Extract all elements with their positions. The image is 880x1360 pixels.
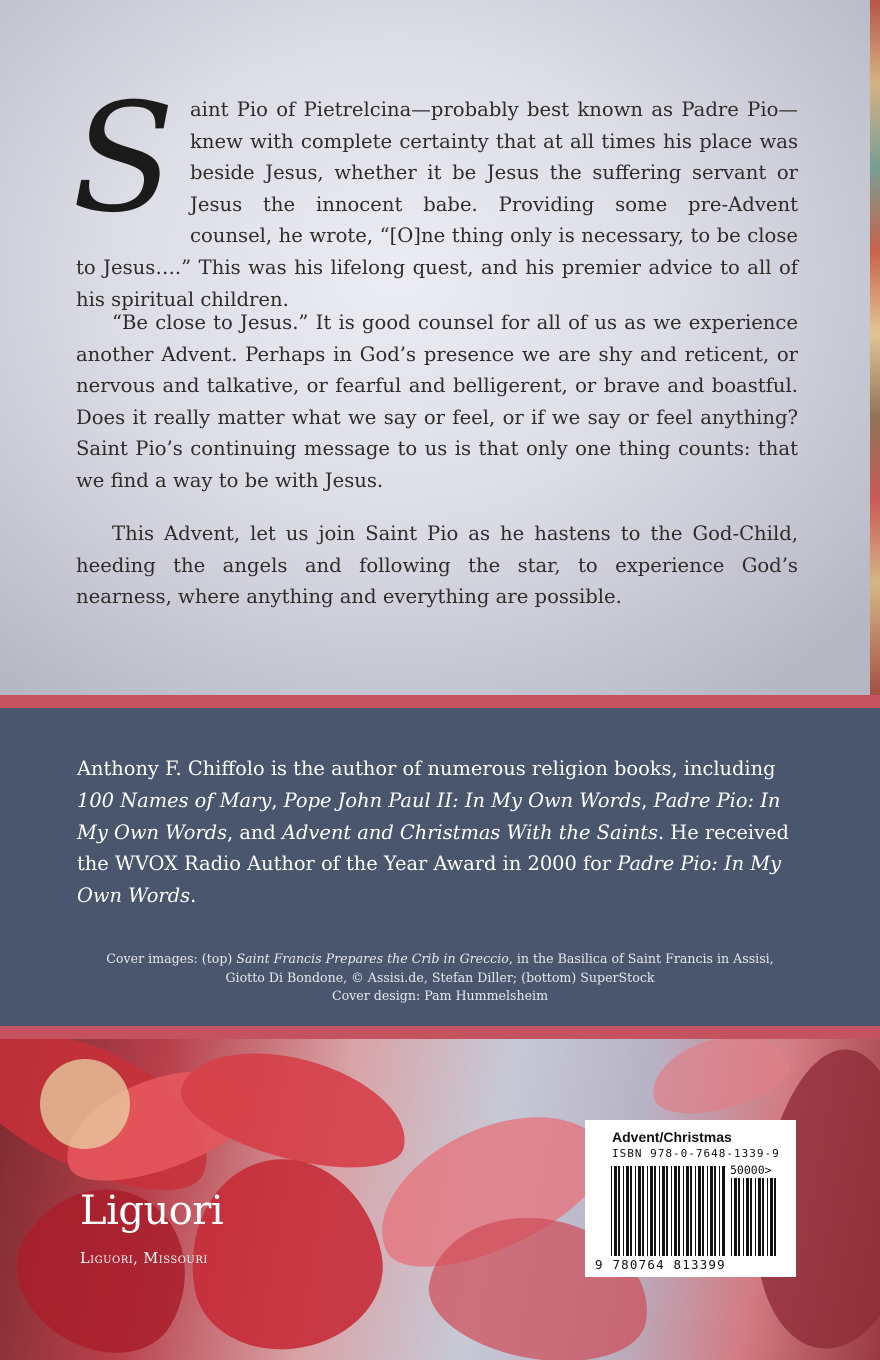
barcode-bar [714, 1166, 716, 1256]
credits-prefix: Cover images: (top) [106, 951, 237, 966]
accent-divider-bottom [0, 1026, 880, 1039]
barcode-bar [695, 1166, 696, 1256]
barcode-bar [758, 1178, 761, 1256]
barcode-bar [686, 1166, 689, 1256]
barcode-bar [647, 1166, 648, 1256]
barcode-bar [683, 1166, 684, 1256]
barcode-bar [762, 1178, 764, 1256]
publisher-location: Liguori, Missouri [80, 1251, 208, 1267]
barcode-bar [755, 1178, 756, 1256]
credits-design: Cover design: Pam Hummelsheim [331, 988, 549, 1003]
bio-award: . He received the WVOX Radio Author of the Year Award in 2000 for [77, 820, 789, 876]
barcode-bar [662, 1166, 665, 1256]
barcode-bar [770, 1178, 773, 1256]
blurb-paragraph-1-text: aint Pio of Pietrelcina—probably best known as Padre Pio—knew with complete certainty that at all times his place was beside Jesus, whether it be Jesus the suffering servant or Jesus the innocent babe. Providing some pre-Advent counsel, he wrote, “[O]ne thing only is necessary, to be close to Jesus….” This was his lifelong quest, and his premier advice to all of his spiritual children. [76, 98, 798, 311]
front-cover-edge-art [870, 0, 880, 695]
barcode-number: 9 780764 813399 [595, 1257, 726, 1272]
barcode-bar [650, 1166, 653, 1256]
barcode-bar [614, 1166, 617, 1256]
credits-artwork-title: Saint Francis Prepares the Crib in Greccio [236, 951, 509, 966]
bio-separator: , [271, 788, 284, 812]
barcode-bars-main [611, 1166, 727, 1258]
barcode-bar [678, 1166, 680, 1256]
barcode-bar [638, 1166, 641, 1256]
barcode-bar [630, 1166, 632, 1256]
author-bio [77, 753, 799, 912]
bio-end: . [190, 884, 197, 908]
blurb-paragraph-3: This Advent, let us join Saint Pio as he hastens to the God-Child, heeding the angels and following the star, to experience God’s nearness, where anything and everything are possible. [76, 522, 798, 609]
bio-intro: Anthony F. Chiffolo is the author of numerous religion books, including [77, 757, 776, 780]
publisher-logo: Liguori [80, 1188, 224, 1234]
barcode-bars-addon [731, 1178, 781, 1258]
barcode-isbn: ISBN 978-0-7648-1339-9 [612, 1147, 780, 1160]
barcode-bar [618, 1166, 620, 1256]
barcode-bar [731, 1178, 732, 1256]
barcode-bar [666, 1166, 668, 1256]
cover-credits [100, 950, 780, 1006]
barcode-bar [642, 1166, 644, 1256]
book-title: 100 Names of Mary [77, 788, 272, 812]
book-title: Padre Pio: In My Own Words [77, 788, 781, 844]
barcode-bar [659, 1166, 660, 1256]
barcode-bar [738, 1178, 740, 1256]
drop-cap: S [72, 72, 175, 246]
book-title: Advent and Christmas With the Saints [282, 820, 658, 844]
barcode-bar [623, 1166, 624, 1256]
bio-separator: , [641, 788, 654, 812]
barcode-bar [674, 1166, 677, 1256]
barcode-bar [734, 1178, 737, 1256]
petal-shape [643, 1039, 796, 1126]
barcode-bar [746, 1178, 749, 1256]
barcode-bar [750, 1178, 752, 1256]
stamen-cluster [40, 1059, 130, 1149]
barcode-bar [635, 1166, 636, 1256]
barcode-bar [743, 1178, 744, 1256]
barcode-bar [671, 1166, 672, 1256]
barcode-bar [690, 1166, 692, 1256]
bio-separator: , and [227, 820, 282, 844]
barcode-price-code: 50000> [730, 1163, 772, 1177]
barcode-bar [767, 1178, 768, 1256]
blurb-paragraph-2: “Be close to Jesus.” It is good counsel for all of us as we experience another Advent. Perhaps in God’s presence we are shy and reticent, or nervous and talkative, or fearful and belligerent, or brave and boastful. Does it really matter what we say or feel, or if we say or feel anything? Saint Pio’s continuing message to us is that only one thing counts: that we find a way to be with Jesus. [76, 311, 798, 492]
barcode-bar [698, 1166, 701, 1256]
barcode-bar [710, 1166, 713, 1256]
barcode-bar [626, 1166, 629, 1256]
book-title: Pope John Paul II: In My Own Words [283, 788, 642, 812]
barcode-bar [654, 1166, 656, 1256]
barcode-bar [611, 1166, 612, 1256]
barcode-bar [722, 1166, 725, 1256]
barcode-bar [702, 1166, 704, 1256]
petal-shape [175, 1144, 395, 1360]
blurb-paragraph-1 [72, 72, 798, 315]
barcode-bar [707, 1166, 708, 1256]
barcode-bar [774, 1178, 776, 1256]
barcode-bar [719, 1166, 720, 1256]
barcode-category: Advent/Christmas [612, 1129, 732, 1145]
barcode-panel [585, 1120, 796, 1277]
accent-divider-top [0, 695, 880, 708]
book-title: Padre Pio: In My Own Words [77, 852, 782, 908]
credits-rest: , in the Basilica of Saint Francis in Assisi, Giotto Di Bondone, © Assisi.de, Stefan Diller; (bottom) SuperStock [225, 951, 774, 985]
